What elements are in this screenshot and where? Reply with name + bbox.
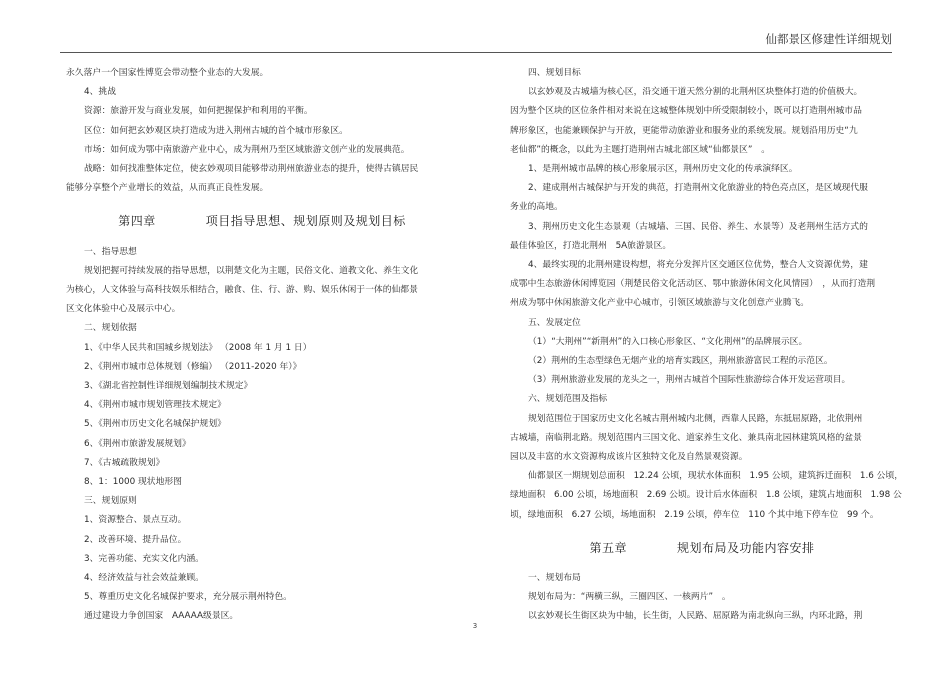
chapter-5-heading	[510, 539, 894, 558]
chapter-5-number: 第五章	[589, 540, 627, 555]
list-item: 6、《荆州市旅游发展规划》	[84, 438, 191, 449]
section-heading: 二、规划依据	[84, 323, 137, 334]
paragraph-line: 顷，绿地面积 6.27 公顷，场地面积 2.19 公顷，停车位 110 个其中地下停车位 99 个。	[510, 509, 879, 520]
list-item: 4、经济效益与社会效益兼顾。	[84, 573, 204, 584]
chapter-5-title: 规划布局及功能内容安排	[677, 540, 815, 555]
list-item: 4、《荆州市城市规划管理技术规定》	[84, 400, 226, 411]
header-divider	[60, 52, 892, 53]
list-item: 3、荆州历史文化生态景观（古城墙、三国、民俗、养生、水景等）及老荆州生活方式的	[528, 221, 868, 232]
paragraph-line: 仙都景区一期规划总面积 12.24 公顷，现状水体面积 1.95 公顷，建筑拆迁面积 1.6 公顷，	[528, 471, 904, 482]
paragraph-line: 因为整个区块的区位条件相对来说在这城整体规划中所受限制较小，既可以打造荆州城市品	[510, 106, 862, 117]
section-heading: 一、规划布局	[528, 573, 581, 584]
list-item: 7、《古城疏散规划》	[84, 457, 165, 468]
section-heading: 三、规划原则	[84, 496, 137, 507]
paragraph-location: 区位：如何把玄妙观区块打造成为进入荆州古城的首个城市形象区。	[84, 125, 348, 136]
section-heading: 六、规划范围及指标	[528, 394, 608, 405]
paragraph-line: 牌形象区，也能兼顾保护与开放，更能带动旅游业和服务业的系统发展。规划沿用历史“九	[510, 125, 858, 136]
paragraph-resource: 资源：旅游开发与商业发展，如何把握保护和利用的平衡。	[84, 106, 313, 117]
paragraph-market: 市场：如何成为鄂中南旅游产业中心，成为荆州乃至区域旅游文创产业的发展典范。	[84, 144, 410, 155]
page-number: 3	[472, 622, 478, 630]
paragraph-continuation: 永久落户一个国家性博览会带动整个业态的大发展。	[66, 68, 269, 78]
list-item: 3、完善功能、充实文化内涵。	[84, 553, 204, 564]
paragraph-line: 园以及丰富的水文资源构成该片区独特文化及自然景观资源。	[510, 452, 748, 463]
list-item: （2）荆州的生态型绿色无烟产业的培育实践区，荆州旅游富民工程的示范区。	[528, 356, 833, 367]
right-column	[510, 64, 904, 627]
paragraph-line: 为核心，人文体验与高科技娱乐相结合，融食、住、行、游、购、娱乐休闲于一体的仙都景	[66, 285, 418, 296]
list-item: 4、最终实现的北荆州建设构想，将充分发挥片区交通区位优势，整合人文资源优势，建	[528, 260, 868, 271]
list-item: （1）“大荆州”“新荆州”的入口核心形象区、“文化荆州”的品牌展示区。	[528, 336, 808, 347]
paragraph-line: 古城墙，南临荆北路。规划范围内三国文化、道家养生文化、兼具南北园林建筑风格的盆景	[510, 432, 862, 443]
paragraph-line: 规划把握可持续发展的指导思想，以荆楚文化为主题，民俗文化、道教文化、养生文化	[84, 265, 419, 276]
list-item: 1、《中华人民共和国城乡规划法》 （2008 年 1 月 1 日）	[84, 342, 312, 353]
paragraph-strategy-line1: 战略：如何找准整体定位，使玄妙观项目能够带动荆州旅游业态的提升，使得古镇居民	[84, 164, 419, 175]
section-heading: 五、发展定位	[528, 317, 581, 328]
paragraph-line: 务业的高地。	[510, 202, 563, 213]
subheading-challenge: 4、挑战	[84, 87, 116, 98]
list-item: 8、1：1000 现状地形图	[84, 477, 182, 488]
paragraph-line: 绿地面积 6.00 公顷，场地面积 2.69 公顷。设计后水体面积 1.8 公顷，建筑占地面积 1.98 公	[510, 490, 902, 501]
chapter-4-heading	[66, 212, 458, 231]
list-item: 1、是荆州城市品牌的核心形象展示区，荆州历史文化的传承演绎区。	[528, 164, 798, 175]
paragraph-strategy-line2: 能够分享整个产业增长的效益，从而真正良性发展。	[66, 183, 269, 194]
document-header-title: 仙都景区修建性详细规划	[765, 32, 892, 46]
paragraph-line: 规划布局为：“两横三纵，三圈四区、一核两片” 。	[528, 592, 731, 603]
list-item: 1、资源整合、景点互动。	[84, 515, 187, 526]
paragraph-line: 州成为鄂中休闲旅游文化产业中心城市，引领区域旅游与文化创意产业腾飞。	[510, 298, 810, 309]
chapter-4-title: 项目指导思想、规划原则及规划目标	[205, 214, 406, 229]
section-heading: 一、指导思想	[84, 246, 137, 257]
paragraph-line: 成鄂中生态旅游休闲博览园（荆楚民俗文化活动区、鄂中旅游休闲文化风情园） ，从而打造荆	[510, 279, 876, 290]
list-item: 2、《荆州市城市总体规划（修编） （2011-2020 年）》	[84, 361, 302, 372]
paragraph-line: 规划范围位于国家历史文化名城古荆州城内北侧，西靠人民路，东抵屈原路，北依荆州	[528, 413, 863, 424]
list-item: 2、建成荆州古城保护与开发的典范，打造荆州文化旅游业的特色亮点区，是区域现代服	[528, 183, 868, 194]
list-item: 3、《湖北省控制性详细规划编制技术规定》	[84, 381, 253, 392]
list-item: 5、《荆州市历史文化名城保护规划》	[84, 419, 226, 430]
list-item: 2、改善环境、提升品位。	[84, 534, 187, 545]
section-heading: 四、规划目标	[528, 68, 581, 78]
list-item: 5、尊重历史文化名城保护要求，充分展示荆州特色。	[84, 592, 292, 603]
paragraph-line: 通过建设力争创国家 AAAAA级景区。	[84, 611, 239, 622]
paragraph-line: 老仙都”的概念，以此为主题打造荆州古城北部区域“仙都景区” 。	[510, 144, 770, 155]
paragraph-line: 以玄妙观长生街区块为中轴，长生街，人民路、屈原路为南北纵向三纵，内环北路，荆	[528, 611, 863, 622]
left-column	[66, 64, 458, 627]
chapter-4-number: 第四章	[118, 214, 156, 229]
list-item: （3）荆州旅游业发展的龙头之一，荆州古城首个国际性旅游综合体开发运营项目。	[528, 375, 851, 386]
paragraph-line: 区文化体验中心及展示中心。	[66, 304, 181, 315]
paragraph-line: 最佳体验区，打造北荆州 5A旅游景区。	[510, 240, 672, 251]
paragraph-line: 以玄妙观及古城墙为核心区，沿交通干道天然分割的北荆州区块整体打造的价值极大。	[528, 87, 863, 98]
